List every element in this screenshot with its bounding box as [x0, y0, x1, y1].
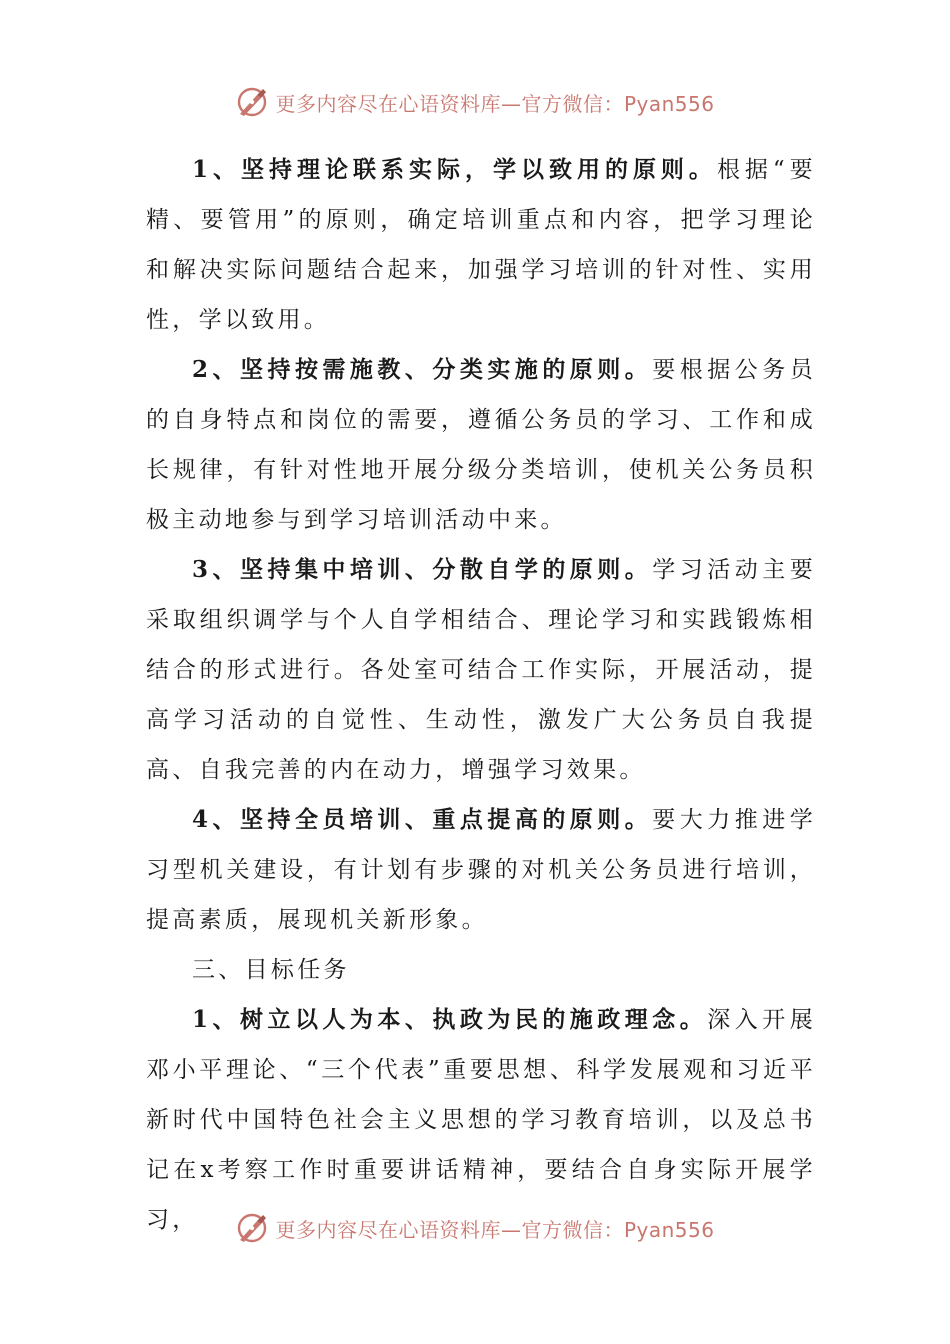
principle-4-heading: 4、坚持全员培训、重点提高的原则。	[192, 806, 653, 833]
pen-logo-icon	[235, 1211, 269, 1245]
principle-2-heading: 2、坚持按需施教、分类实施的原则。	[192, 356, 653, 383]
task-1-heading: 1、树立以人为本、执政为民的施政理念。	[192, 1006, 708, 1033]
task-1-body: 深入开展邓小平理论、“三个代表”重要思想、科学发展观和习近平新时代中国特色社会主义思想的学习教育培训，以及总书记在x考察工作时重要讲话精神，要结合自身实际开展学习，	[146, 1007, 816, 1233]
watermark-text: 更多内容尽在心语资料库—官方微信：Pyan556	[275, 1217, 715, 1242]
principle-2	[146, 345, 816, 545]
watermark-footer	[0, 1208, 950, 1248]
principle-2-body: 要根据公务员的自身特点和岗位的需要，遵循公务员的学习、工作和成长规律，有针对性地开展分级分类培训，使机关公务员积极主动地参与到学习培训活动中来。	[146, 357, 816, 533]
principle-1-body: 根据“要精、要管用”的原则，确定培训重点和内容，把学习理论和解决实际问题结合起来，加强学习培训的针对性、实用性，学以致用。	[146, 157, 816, 333]
principle-4	[146, 795, 816, 945]
principle-3-body: 学习活动主要采取组织调学与个人自学相结合、理论学习和实践锻炼相结合的形式进行。各处室可结合工作实际，开展活动，提高学习活动的自觉性、生动性，激发广大公务员自我提高、自我完善的内在动力，增强学习效果。	[146, 557, 816, 783]
principle-1-heading: 1、坚持理论联系实际，学以致用的原则。	[192, 156, 717, 183]
principle-3-heading: 3、坚持集中培训、分散自学的原则。	[192, 556, 653, 583]
principle-1	[146, 145, 816, 345]
principle-4-body: 要大力推进学习型机关建设，有计划有步骤的对机关公务员进行培训，提高素质，展现机关新形象。	[146, 807, 816, 933]
pen-logo-icon	[235, 85, 269, 119]
watermark-header	[0, 82, 950, 122]
watermark-text: 更多内容尽在心语资料库—官方微信：Pyan556	[275, 91, 715, 116]
section-heading	[146, 945, 816, 995]
principle-3	[146, 545, 816, 795]
document-body	[146, 145, 816, 1245]
section-heading-text: 三、目标任务	[192, 957, 350, 983]
